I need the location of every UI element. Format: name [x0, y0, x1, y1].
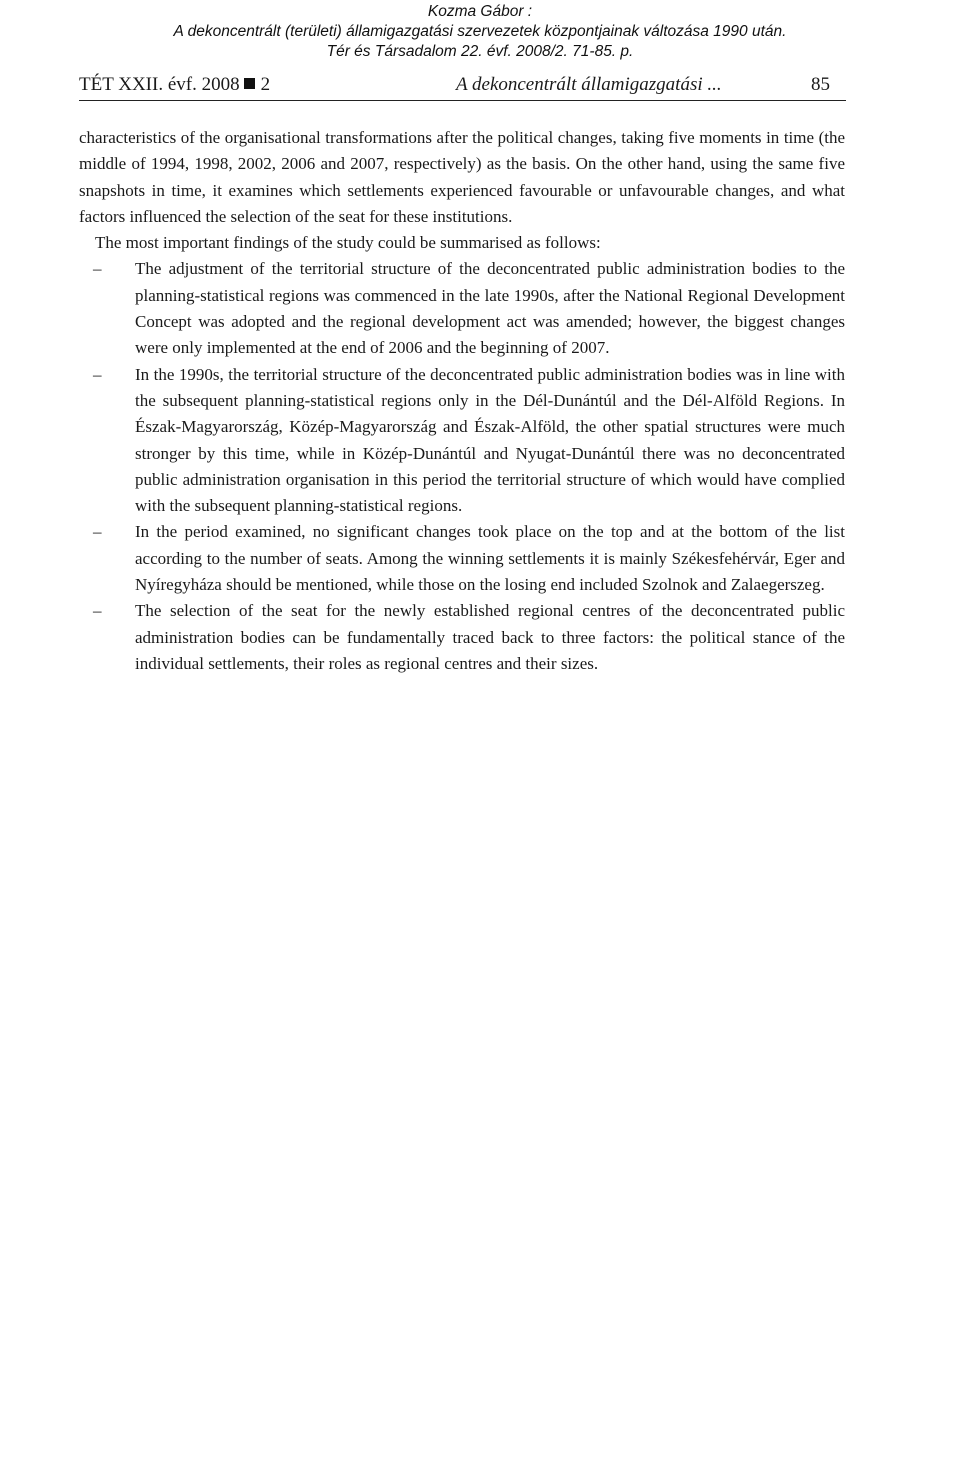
list-item	[79, 256, 845, 361]
citation-title: A dekoncentrált (területi) államigazgatási szervezetek központjainak változása 1990 után.	[173, 23, 787, 40]
dash-bullet: –	[93, 522, 102, 542]
citation-source: Tér és Társadalom 22. évf. 2008/2. 71-85. p.	[326, 43, 634, 60]
list-item-text: The selection of the seat for the newly established regional centres of the deconcentrated public administration bodies can be fundamentally traced back to three factors: the political stance of the individual settlements, their roles as regional centres and their sizes.	[135, 601, 845, 673]
body-paragraph-1: characteristics of the organisational transformations after the political changes, taking five moments in time (the middle of 1994, 1998, 2002, 2006 and 2007, respectively) as the basis. On the other hand, using the same five snapshots in time, it examines which settlements experienced favourable or unfavourable changes, and what factors influenced the selection of the seat for these institutions.	[79, 128, 845, 226]
dash-bullet: –	[93, 364, 102, 384]
list-item	[79, 519, 845, 598]
citation-header	[0, 2, 960, 62]
list-item-text: The adjustment of the territorial structure of the deconcentrated public administration bodies to the planning-statistical regions was commenced in the late 1990s, after the National Regional Development Concept was adopted and the regional development act was amended; however, the biggest changes were only implemented at the end of 2006 and the beginning of 2007.	[135, 259, 845, 358]
running-head-short-title: A dekoncentrált államigazgatási ...	[456, 74, 722, 95]
body-paragraph-2: The most important findings of the study could be summarised as follows:	[95, 233, 601, 253]
findings-list	[79, 256, 845, 677]
running-head-issue: 2	[260, 74, 271, 95]
dash-bullet: –	[93, 601, 102, 621]
list-item-text: In the period examined, no significant changes took place on the top and at the bottom of the list according to the number of seats. Among the winning settlements it is mainly Székesfehérvár, Eger and Nyíregyháza should be mentioned, while those on the losing end included Szolnok and Zalaegerszeg.	[135, 522, 845, 595]
list-item	[79, 362, 845, 520]
running-head	[79, 70, 846, 101]
citation-author: Kozma Gábor :	[427, 3, 533, 20]
list-item-text: In the 1990s, the territorial structure of the deconcentrated public administration bodies was in line with the subsequent planning-statistical regions only in the Dél-Dunántúl and the Dél-Alföld Regions. In Észak-Magyarország, Közép-Magyarország and Észak-Alföld, the other spatial structures were much stronger by this time, while in Közép-Dunántúl and Nyugat-Dunántúl there was no deconcentrated public administration organisation in this period the territorial structure of which would have complied with the subsequent planning-statistical regions.	[135, 364, 845, 516]
dash-bullet: –	[93, 259, 102, 279]
page-number: 85	[811, 74, 830, 95]
page-body	[79, 125, 845, 677]
list-item	[79, 598, 845, 677]
black-square-icon	[244, 78, 255, 89]
running-head-journal: TÉT XXII. évf. 2008	[79, 74, 240, 95]
running-head-journal-block	[79, 70, 270, 100]
